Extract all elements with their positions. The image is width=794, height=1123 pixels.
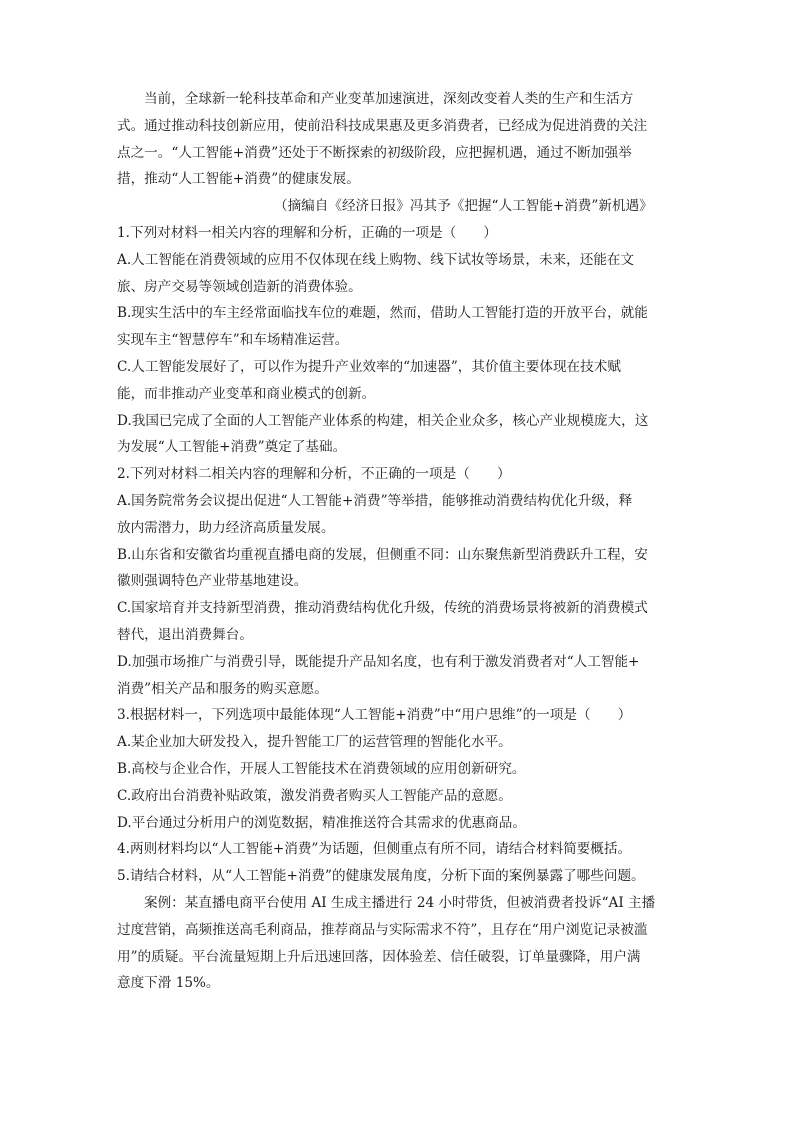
option-d-cont: 消费”相关产品和服务的购买意愿。: [117, 680, 328, 697]
case-text: 过度营销，高频推送高毛利商品，推荐商品与实际需求不符”，且存在“用户浏览记录被滥: [117, 921, 648, 938]
option-a: A.人工智能在消费领域的应用不仅体现在线上购物、线下试妆等场景，未来，还能在文: [117, 251, 635, 268]
question-stem: 3.根据材料一，下列选项中最能体现“人工智能+消费”中“用户思维”的一项是（ ）: [117, 707, 632, 724]
case-text: 案例：某直播电商平台使用 AI 生成主播进行 24 小时带货，但被消费者投诉“AI 主播: [144, 894, 656, 911]
question-2: [117, 461, 677, 702]
question-stem: 4.两则材料均以“人工智能+消费”为话题，但侧重点有所不同，请结合材料简要概括。: [117, 841, 632, 858]
question-stem: 5.请结合材料，从“人工智能+消费”的健康发展角度，分析下面的案例暴露了哪些问题。: [117, 868, 645, 885]
case-text: 意度下滑 15%。: [117, 975, 220, 992]
passage-line: 措，推动“人工智能+消费”的健康发展。: [117, 171, 360, 188]
passage: [117, 86, 677, 220]
option-b-cont: 实现车主“智慧停车”和车场精准运营。: [117, 332, 349, 349]
option-a: A.国务院常务会议提出促进“人工智能+消费”等举措，能够推动消费结构优化升级，释: [117, 492, 633, 509]
passage-line: 式。通过推动科技创新应用，使前沿科技成果惠及更多消费者，已经成为促进消费的关注: [117, 117, 648, 134]
option-d: D.我国已完成了全面的人工智能产业体系的构建，相关企业众多，核心产业规模庞大，这: [117, 412, 649, 429]
option-b: B.山东省和安徽省均重视直播电商的发展，但侧重不同：山东聚焦新型消费跃升工程，安: [117, 546, 648, 563]
question-1: [117, 220, 677, 461]
passage-line: 当前，全球新一轮科技革命和产业变革加速演进，深刻改变着人类的生产和生活方: [144, 91, 634, 107]
option-c: C.人工智能发展好了，可以作为提升产业效率的“加速器”，其价值主要体现在技术赋: [117, 358, 621, 375]
question-4: [117, 836, 677, 863]
option-d-cont: 为发展“人工智能+消费”奠定了基础。: [117, 439, 347, 456]
option-c-cont: 替代，退出消费舞台。: [117, 626, 253, 643]
option-a-cont: 旅、房产交易等领域创造新的消费体验。: [117, 278, 362, 295]
option-c: C.国家培育并支持新型消费，推动消费结构优化升级，传统的消费场景将被新的消费模式: [117, 600, 648, 617]
option-d: D.加强市场推广与消费引导，既能提升产品知名度，也有利于激发消费者对“人工智能+: [117, 653, 640, 670]
passage-line: 点之一。“人工智能+消费”还处于不断探索的初级阶段，应把握机遇，通过不断加强举: [117, 144, 632, 161]
option-b-cont: 徽则强调特色产业带基地建设。: [117, 573, 308, 590]
option-b: B.高校与企业合作，开展人工智能技术在消费领域的应用创新研究。: [117, 760, 526, 777]
option-b: B.现实生活中的车主经常面临找车位的难题，然而，借助人工智能打造的开放平台，就能: [117, 305, 648, 322]
option-d: D.平台通过分析用户的浏览数据，精准推送符合其需求的优惠商品。: [117, 814, 526, 831]
case-text: 用”的质疑。平台流量短期上升后迅速回落，因体验差、信任破裂，订单量骤降，用户满: [117, 948, 641, 965]
option-a: A.某企业加大研发投入，提升智能工厂的运营管理的智能化水平。: [117, 734, 512, 751]
question-3: [117, 702, 677, 836]
option-c-cont: 能，而非推动产业变革和商业模式的创新。: [117, 385, 376, 402]
question-5: [117, 863, 677, 997]
exam-page: [117, 86, 677, 997]
question-stem: 2.下列对材料二相关内容的理解和分析，不正确的一项是（ ）: [117, 466, 511, 483]
passage-source: （摘编自《经济日报》冯其予《把握“人工智能+消费”新机遇》: [274, 198, 653, 215]
option-c: C.政府出台消费补贴政策，激发消费者购买人工智能产品的意愿。: [117, 787, 512, 804]
option-a-cont: 放内需潜力，助力经济高质量发展。: [117, 519, 335, 536]
question-stem: 1.下列对材料一相关内容的理解和分析，正确的一项是（ ）: [117, 224, 497, 241]
